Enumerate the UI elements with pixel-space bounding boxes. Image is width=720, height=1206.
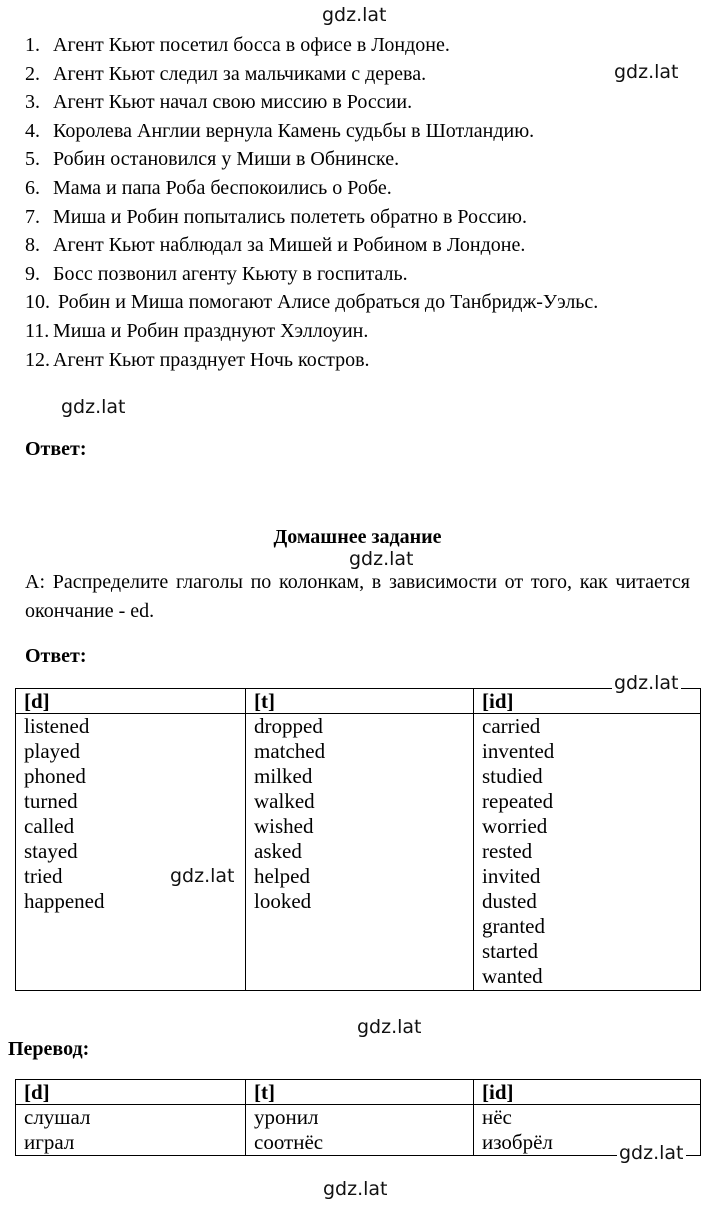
column-t (246, 714, 474, 991)
column-header: [id] (474, 1080, 701, 1105)
table-cell: dusted (482, 889, 537, 913)
list-number: 6. (25, 176, 40, 199)
list-text: Миша и Робин празднуют Хэллоуин. (53, 319, 369, 342)
list-item (25, 31, 598, 60)
watermark: gdz.lat (614, 672, 679, 694)
list-text: Агент Кьют начал свою миссию в России. (53, 91, 413, 114)
list-number: 7. (25, 205, 40, 228)
table-cell: started (482, 939, 538, 963)
list-number: 10. (25, 291, 50, 314)
table-cell: играл (24, 1130, 75, 1154)
list-item (25, 260, 598, 289)
list-number: 4. (25, 119, 40, 142)
list-item (25, 288, 598, 317)
list-item (25, 60, 598, 89)
list-text: Агент Кьют посетил босса в офисе в Лондоне. (53, 34, 450, 56)
list-item (25, 203, 598, 232)
list-item (25, 145, 598, 174)
table-cell: invited (482, 864, 541, 888)
list-item (25, 88, 598, 117)
sentence-list (25, 31, 598, 374)
table-cell: milked (254, 764, 313, 788)
table-row (16, 714, 701, 991)
column-id (474, 714, 701, 991)
list-item (25, 174, 598, 203)
verb-table (15, 688, 701, 991)
column-header: [id] (474, 689, 701, 714)
table-cell: played (24, 739, 80, 763)
table-cell: studied (482, 764, 543, 788)
table-cell: helped (254, 864, 310, 888)
table-cell: granted (482, 914, 545, 938)
list-item (25, 231, 598, 260)
column-header: [d] (16, 1080, 246, 1105)
table-header-row (16, 1080, 701, 1105)
list-text: Босс позвонил агенту Кьюту в госпиталь. (53, 262, 408, 285)
watermark: gdz.lat (357, 1016, 422, 1038)
table-cell: invented (482, 739, 555, 763)
table-cell: matched (254, 739, 326, 763)
table-cell: уронил (254, 1105, 319, 1129)
table-cell: rested (482, 839, 533, 863)
watermark: gdz.lat (61, 396, 126, 418)
table-cell: looked (254, 889, 312, 913)
watermark: gdz.lat (170, 865, 235, 887)
table-cell: listened (24, 714, 90, 738)
table-header-row (16, 689, 701, 714)
list-number: 8. (25, 234, 40, 257)
watermark: gdz.lat (323, 1178, 388, 1200)
column-header: [t] (246, 1080, 474, 1105)
list-number: 11. (25, 319, 50, 342)
watermark: gdz.lat (322, 4, 387, 26)
translation-table (15, 1079, 701, 1156)
table-cell: tried (24, 864, 63, 888)
table-cell: worried (482, 814, 548, 838)
column-d (16, 714, 246, 991)
table-cell: carried (482, 714, 541, 738)
watermark: gdz.lat (614, 61, 679, 83)
list-number: 3. (25, 91, 40, 114)
table-cell: wanted (482, 964, 543, 988)
list-text: Королева Англии вернула Камень судьбы в Шотландию. (53, 119, 535, 142)
list-text: Робин остановился у Миши в Обнинске. (53, 148, 400, 171)
translation-label: Перевод: (8, 1038, 90, 1060)
list-number: 5. (25, 148, 40, 171)
table-cell: stayed (24, 839, 78, 863)
table-cell: соотнёс (254, 1130, 324, 1154)
table-cell: turned (24, 789, 78, 813)
list-item (25, 346, 598, 375)
column-d (16, 1105, 246, 1156)
list-text: Миша и Робин попытались полететь обратно в Россию. (53, 205, 527, 228)
column-t (246, 1105, 474, 1156)
table-row (16, 1105, 701, 1156)
list-item (25, 117, 598, 146)
task-text: А: Распределите глаголы по колонкам, в зависимости от того, как читается окончание - ed. (25, 571, 690, 622)
list-text: Агент Кьют следил за мальчиками с дерева. (53, 62, 427, 85)
watermark: gdz.lat (349, 548, 414, 570)
list-number: 9. (25, 262, 40, 285)
answer-label: Ответ: (25, 438, 87, 460)
table-cell: called (24, 814, 75, 838)
column-header: [d] (16, 689, 246, 714)
table-cell: phoned (24, 764, 86, 788)
list-text: Агент Кьют празднует Ночь костров. (53, 348, 370, 371)
list-item (25, 317, 598, 346)
table-cell: wished (254, 814, 314, 838)
list-text: Агент Кьют наблюдал за Мишей и Робином в Лондоне. (53, 234, 526, 257)
table-cell: dropped (254, 714, 323, 738)
list-number: 1. (25, 34, 40, 56)
column-header: [t] (246, 689, 474, 714)
list-text: Робин и Миша помогают Алисе добраться до Танбридж-Уэльс. (58, 291, 599, 314)
list-number: 2. (25, 62, 40, 85)
watermark: gdz.lat (619, 1142, 684, 1164)
list-text: Мама и папа Роба беспокоились о Робе. (53, 176, 392, 199)
homework-title: Домашнее задание (273, 526, 442, 548)
table-cell: asked (254, 839, 302, 863)
list-number: 12. (25, 348, 50, 371)
table-cell: walked (254, 789, 315, 813)
table-cell: repeated (482, 789, 554, 813)
table-cell: happened (24, 889, 105, 913)
answer-label: Ответ: (25, 645, 87, 667)
table-cell: изобрёл (482, 1130, 553, 1154)
table-cell: слушал (24, 1105, 91, 1129)
table-cell: нёс (482, 1105, 512, 1129)
